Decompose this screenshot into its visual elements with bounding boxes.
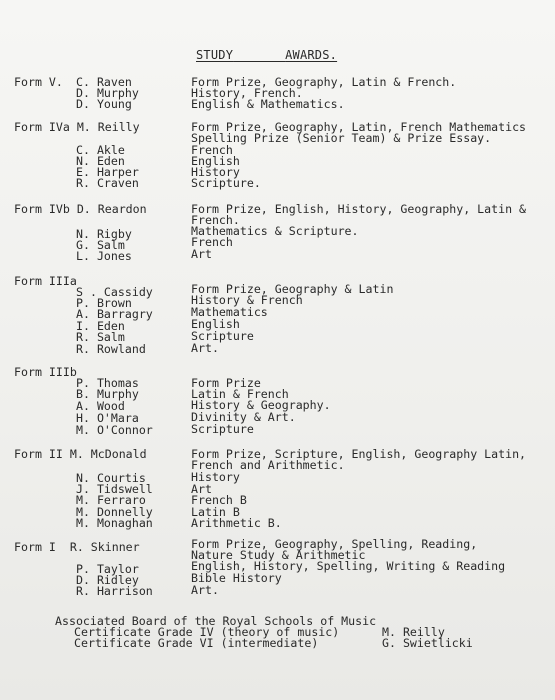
footer-heading: Associated Board of the Royal Schools of Music (55, 614, 377, 628)
student-name: P. Brown (76, 296, 132, 310)
award-text: Spelling Prize (Senior Team) & Prize Essay. (191, 131, 492, 145)
student-name: I. Eden (76, 319, 125, 333)
award-text: French B (191, 493, 247, 507)
award-text: Art. (191, 583, 219, 597)
award-text: English, History, Spelling, Writing & Reading (191, 559, 506, 573)
student-name: D. Murphy (76, 86, 139, 100)
student-name: R. Harrison (76, 584, 153, 598)
title-gap: _______ (233, 48, 286, 62)
student-name: H. O'Mara (76, 411, 139, 425)
award-text: English (191, 317, 240, 331)
student-name: L. Jones (76, 249, 132, 263)
student-name: S . Cassidy (76, 285, 153, 299)
student-name: D. Young (76, 97, 132, 111)
award-text: Form Prize, Geography, Spelling, Reading, (191, 537, 478, 551)
student-name: B. Murphy (76, 387, 139, 401)
award-text: English (191, 154, 240, 168)
form-label: Form I R. Skinner (14, 540, 140, 554)
award-text: Art (191, 482, 212, 496)
certificate-name: M. Reilly (382, 625, 445, 639)
page-title (196, 48, 337, 62)
certificate-line: Certificate Grade VI (intermediate) (74, 636, 319, 650)
student-name: R. Salm (76, 330, 125, 344)
award-text: Art (191, 247, 212, 261)
form-label: Form IIIb (14, 365, 77, 379)
award-text: Bible History (191, 571, 282, 585)
award-text: French (191, 143, 233, 157)
student-name: G. Salm (76, 238, 125, 252)
student-name: A. Barragry (76, 307, 153, 321)
student-name: N. Courtis (76, 471, 146, 485)
award-text: Scripture. (191, 176, 261, 190)
award-text: Art. (191, 341, 219, 355)
award-text: Form Prize (191, 376, 261, 390)
student-name: P. Thomas (76, 376, 139, 390)
title-study: STUDY (196, 48, 234, 62)
student-name: M. Monaghan (76, 516, 153, 530)
student-name: M. Donnelly (76, 505, 153, 519)
award-text: Arithmetic B. (191, 516, 282, 530)
form-label: Form IVb D. Reardon (14, 202, 147, 216)
student-name: A. Wood (76, 399, 125, 413)
form-label: Form IIIa (14, 274, 77, 288)
student-name: M. Ferraro (76, 493, 146, 507)
award-text: Form Prize, Geography, Latin & French. (191, 75, 457, 89)
award-text: History (191, 470, 240, 484)
award-text: Form Prize, Scripture, English, Geography Latin, (191, 447, 527, 461)
certificate-name: G. Swietlicki (382, 636, 473, 650)
student-name: N. Rigby (76, 227, 132, 241)
student-name: P. Taylor (76, 562, 139, 576)
student-name: N. Eden (76, 154, 125, 168)
award-text: Mathematics & Scripture. (191, 224, 359, 238)
award-text: French (191, 235, 233, 249)
award-text: History, French. (191, 86, 303, 100)
student-name: M. O'Connor (76, 423, 153, 437)
award-text: History & French (191, 293, 303, 307)
award-text: Scripture (191, 422, 254, 436)
award-text: French. (191, 213, 240, 227)
award-text: Divinity & Art. (191, 410, 296, 424)
form-label: Form II M. McDonald (14, 447, 147, 461)
student-name: C. Raven (76, 75, 132, 89)
award-text: English & Mathematics. (191, 97, 345, 111)
certificate-line: Certificate Grade IV (theory of music) (74, 625, 340, 639)
award-text: Latin & French (191, 387, 289, 401)
student-name: C. Akle (76, 143, 125, 157)
award-text: Form Prize, Geography & Latin (191, 282, 394, 296)
student-name: E. Harper (76, 165, 139, 179)
award-text: Form Prize, English, History, Geography, Latin & (191, 202, 527, 216)
award-text: Scripture (191, 329, 254, 343)
award-text: Mathematics (191, 305, 268, 319)
award-text: Nature Study & Arithmetic (191, 548, 366, 562)
title-awards: AWARDS. (285, 48, 338, 62)
award-text: History (191, 165, 240, 179)
award-text: History & Geography. (191, 398, 331, 412)
award-text: Form Prize, Geography, Latin, French Mathematics (191, 120, 527, 134)
form-label: Form V. (14, 75, 63, 89)
award-text: French and Arithmetic. (191, 458, 345, 472)
award-text: Latin B (191, 505, 240, 519)
student-name: R. Rowland (76, 342, 146, 356)
form-label: Form IVa M. Reilly (14, 120, 140, 134)
student-name: D. Ridley (76, 573, 139, 587)
student-name: R. Craven (76, 176, 139, 190)
student-name: J. Tidswell (76, 482, 153, 496)
